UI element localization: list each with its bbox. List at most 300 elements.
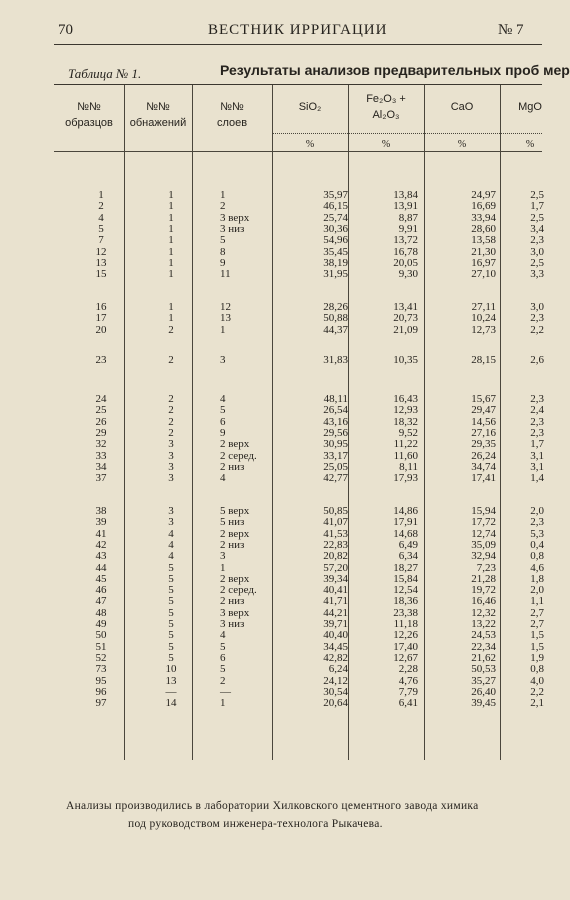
cell-obr: 43	[95, 550, 107, 563]
cell-obr: 50	[95, 629, 107, 642]
cell-fe: 16,78	[393, 245, 418, 258]
cell-si: 50,88	[323, 312, 348, 325]
cell-obr: 48	[95, 606, 107, 619]
cell-ca: 21,62	[471, 651, 496, 664]
cell-si: 39,71	[323, 618, 348, 630]
cell-obr: 17	[95, 312, 107, 325]
cell-mg: 1,8	[530, 572, 544, 585]
cell-obn: 1	[168, 245, 174, 258]
cell-si: 29,56	[323, 426, 348, 439]
column-header-sl	[192, 99, 272, 131]
cell-mg: 3,0	[530, 301, 544, 313]
cell-obr: 52	[95, 651, 107, 664]
cell-obn: 2	[168, 415, 174, 428]
cell-ca: 29,47	[471, 404, 496, 417]
cell-ca: 27,10	[471, 268, 496, 281]
table-row	[54, 301, 542, 313]
cell-ca: 17,41	[471, 472, 496, 485]
cell-sl: 4	[220, 393, 226, 405]
table-row	[54, 200, 542, 212]
cell-obn: 5	[168, 618, 174, 630]
cell-mg: 1,5	[530, 640, 544, 653]
cell-obr: 45	[95, 572, 107, 585]
cell-ca: 34,74	[471, 460, 496, 473]
cell-si: 26,54	[323, 404, 348, 417]
footnote-line-1: Анализы производились в лаборатории Хилковского цементного завода химика	[66, 800, 479, 812]
column-header-line: CaO	[450, 101, 474, 113]
cell-ca: 24,53	[471, 629, 496, 642]
cell-si: 20,64	[323, 697, 348, 710]
column-header-line: №№	[146, 101, 170, 113]
cell-obn: 5	[168, 629, 174, 642]
cell-obr: 47	[95, 595, 107, 608]
cell-fe: 13,91	[393, 200, 418, 213]
cell-ca: 16,69	[471, 200, 496, 213]
cell-si: 46,15	[323, 200, 348, 213]
cell-fe: 9,91	[398, 222, 418, 235]
cell-ca: 15,67	[471, 393, 496, 405]
cell-mg: 2,2	[530, 685, 544, 698]
cell-obr: 15	[95, 268, 107, 281]
table-row	[54, 324, 542, 336]
cell-mg: 1,4	[530, 472, 544, 485]
cell-obr: 95	[95, 674, 107, 687]
cell-obn: 3	[168, 438, 174, 451]
cell-obr: 51	[95, 640, 107, 653]
table-row	[54, 312, 542, 324]
table-row	[54, 427, 542, 439]
cell-sl: 2 серед.	[220, 449, 257, 462]
cell-obn: 5	[168, 561, 174, 574]
cell-si: 40,40	[323, 629, 348, 642]
column-header-line: №№	[220, 101, 244, 113]
cell-obn: 1	[168, 211, 174, 224]
cell-obn: 1	[168, 189, 174, 201]
cell-obr: 25	[95, 404, 107, 417]
table-row	[54, 562, 542, 574]
cell-obn: 1	[168, 256, 174, 269]
table-row	[54, 539, 542, 551]
cell-mg: 3,4	[530, 222, 544, 235]
cell-mg: 3,3	[530, 268, 544, 281]
cell-si: 35,45	[323, 245, 348, 258]
cell-mg: 2,5	[530, 189, 544, 201]
cell-mg: 3,1	[530, 460, 544, 473]
cell-si: 41,71	[323, 595, 348, 608]
table-row	[54, 686, 542, 698]
column-header-line: обнажений	[129, 117, 187, 129]
cell-mg: 2,6	[530, 354, 544, 366]
cell-si: 30,36	[323, 222, 348, 235]
cell-ca: 14,56	[471, 415, 496, 428]
cell-obn: 5	[168, 572, 174, 585]
cell-fe: 14,68	[393, 527, 418, 540]
cell-obn: —	[165, 685, 177, 698]
cell-obn: 5	[168, 584, 174, 597]
cell-fe: 9,30	[398, 268, 418, 281]
cell-mg: 2,5	[530, 256, 544, 269]
cell-sl: 5	[220, 640, 226, 653]
cell-obn: 5	[168, 651, 174, 664]
cell-fe: 11,18	[393, 618, 418, 630]
cell-mg: 2,7	[530, 618, 544, 630]
cell-obn: 13	[165, 674, 177, 687]
cell-obn: 3	[168, 460, 174, 473]
column-header-ca	[424, 99, 500, 115]
table-row	[54, 663, 542, 675]
table-row	[54, 450, 542, 462]
cell-si: 30,54	[323, 685, 348, 698]
cell-sl: 4	[220, 472, 226, 485]
table-row	[54, 573, 542, 585]
table-title: Результаты анализов предварительных проб мер	[220, 62, 570, 78]
cell-mg: 1,5	[530, 629, 544, 642]
cell-fe: 10,35	[393, 354, 418, 366]
cell-obn: 5	[168, 595, 174, 608]
table-row	[54, 641, 542, 653]
cell-obn: 1	[168, 268, 174, 281]
cell-obr: 46	[95, 584, 107, 597]
cell-sl: 8	[220, 245, 226, 258]
cell-mg: 3,0	[530, 245, 544, 258]
cell-obn: 1	[168, 200, 174, 213]
cell-obn: 5	[168, 640, 174, 653]
cell-ca: 13,22	[471, 618, 496, 630]
cell-si: 50,85	[323, 505, 348, 517]
cell-obr: 39	[95, 516, 107, 529]
cell-sl: 2	[220, 674, 226, 687]
cell-fe: 13,84	[393, 189, 418, 201]
table-row	[54, 404, 542, 416]
cell-fe: 12,26	[393, 629, 418, 642]
cell-obn: 2	[168, 393, 174, 405]
cell-si: 44,21	[323, 606, 348, 619]
column-header-obr	[54, 99, 124, 131]
cell-obr: 23	[95, 354, 107, 366]
header-rule-bottom	[54, 151, 542, 152]
cell-obn: 1	[168, 234, 174, 247]
cell-fe: 13,41	[393, 301, 418, 313]
cell-fe: 17,91	[393, 516, 418, 529]
cell-ca: 16,46	[471, 595, 496, 608]
cell-obr: 41	[95, 527, 107, 540]
cell-sl: 11	[220, 268, 231, 281]
cell-sl: 2	[220, 200, 226, 213]
table-row	[54, 461, 542, 473]
cell-obn: 5	[168, 606, 174, 619]
cell-sl: 3 низ	[220, 222, 245, 235]
unit-label: %	[457, 139, 467, 150]
unit-label: %	[305, 139, 315, 150]
cell-si: 20,82	[323, 550, 348, 563]
cell-obn: 3	[168, 505, 174, 517]
cell-mg: 2,3	[530, 426, 544, 439]
cell-mg: 2,3	[530, 393, 544, 405]
cell-mg: 1,7	[530, 200, 544, 213]
cell-obr: 20	[95, 323, 107, 336]
cell-obn: 4	[168, 550, 174, 563]
table-row	[54, 354, 542, 366]
cell-fe: 15,84	[393, 572, 418, 585]
cell-si: 25,74	[323, 211, 348, 224]
cell-obr: 37	[95, 472, 107, 485]
column-header-line: Al₂O₃	[372, 109, 400, 121]
table-row	[54, 438, 542, 450]
cell-si: 25,05	[323, 460, 348, 473]
cell-ca: 16,97	[471, 256, 496, 269]
cell-ca: 35,09	[471, 538, 496, 551]
cell-obn: 3	[168, 449, 174, 462]
cell-obn: 1	[168, 301, 174, 313]
cell-obr: 49	[95, 618, 107, 630]
cell-sl: 4	[220, 629, 226, 642]
table-row	[54, 584, 542, 596]
cell-sl: 9	[220, 426, 226, 439]
cell-si: 38,19	[323, 256, 348, 269]
cell-fe: 21,09	[393, 323, 418, 336]
cell-fe: 18,27	[393, 561, 418, 574]
cell-obr: 34	[95, 460, 107, 473]
analysis-table	[54, 84, 542, 760]
cell-obr: 2	[98, 200, 104, 213]
cell-fe: 8,87	[398, 211, 418, 224]
cell-mg: 2,4	[530, 404, 544, 417]
cell-fe: 7,79	[398, 685, 418, 698]
table-row	[54, 528, 542, 540]
cell-ca: 13,58	[471, 234, 496, 247]
cell-obn: 2	[168, 426, 174, 439]
table-row	[54, 212, 542, 224]
cell-mg: 0,8	[530, 550, 544, 563]
cell-si: 48,11	[323, 393, 348, 405]
cell-obr: 24	[95, 393, 107, 405]
table-row	[54, 629, 542, 641]
cell-sl: 5 низ	[220, 516, 245, 529]
cell-fe: 14,86	[393, 505, 418, 517]
column-header-mg	[500, 99, 560, 115]
table-row	[54, 472, 542, 484]
cell-fe: 6,49	[398, 538, 418, 551]
cell-ca: 33,94	[471, 211, 496, 224]
cell-mg: 2,2	[530, 323, 544, 336]
cell-obn: 1	[168, 312, 174, 325]
column-header-line: слоев	[216, 117, 248, 129]
cell-mg: 0,4	[530, 538, 544, 551]
cell-sl: 3	[220, 354, 226, 366]
table-row	[54, 618, 542, 630]
cell-ca: 7,23	[476, 561, 496, 574]
cell-mg: 2,3	[530, 415, 544, 428]
cell-obr: 26	[95, 415, 107, 428]
table-label: Таблица № 1.	[68, 66, 142, 81]
journal-title: ВЕСТНИК ИРРИГАЦИИ	[208, 22, 388, 38]
cell-sl: 1	[220, 561, 226, 574]
cell-sl: 6	[220, 415, 226, 428]
cell-si: 41,07	[323, 516, 348, 529]
table-row	[54, 550, 542, 562]
cell-ca: 10,24	[471, 312, 496, 325]
column-header-line: Fe₂O₃ +	[366, 93, 406, 105]
table-row	[54, 595, 542, 607]
cell-si: 22,83	[323, 538, 348, 551]
cell-si: 31,95	[323, 268, 348, 281]
column-header-line: образцов	[65, 117, 113, 129]
cell-obn: 4	[168, 538, 174, 551]
cell-obn: 3	[168, 516, 174, 529]
cell-obn: 2	[168, 404, 174, 417]
cell-si: 41,53	[323, 527, 348, 540]
cell-fe: 20,73	[393, 312, 418, 325]
table-row	[54, 416, 542, 428]
table-row	[54, 652, 542, 664]
cell-sl: 3 верх	[220, 606, 250, 619]
cell-ca: 26,24	[471, 449, 496, 462]
column-header-line: №№	[77, 101, 101, 113]
column-header-obn	[124, 99, 192, 131]
cell-ca: 28,60	[471, 222, 496, 235]
cell-ca: 12,32	[471, 606, 496, 619]
table-row	[54, 246, 542, 258]
cell-sl: 2 низ	[220, 460, 245, 473]
cell-sl: 2 серед.	[220, 584, 257, 597]
table-row	[54, 223, 542, 235]
unit-label: %	[525, 139, 535, 150]
cell-fe: 6,34	[398, 550, 418, 563]
cell-obr: 13	[95, 256, 107, 269]
cell-sl: 13	[220, 312, 231, 325]
cell-ca: 26,40	[471, 685, 496, 698]
cell-obn: 4	[168, 527, 174, 540]
cell-mg: 2,0	[530, 584, 544, 597]
cell-mg: 3,1	[530, 449, 544, 462]
cell-si: 57,20	[323, 561, 348, 574]
cell-obr: 96	[95, 685, 107, 698]
cell-si: 39,34	[323, 572, 348, 585]
cell-obr: 44	[95, 561, 107, 574]
cell-obn: 10	[165, 663, 177, 676]
cell-ca: 21,28	[471, 572, 496, 585]
cell-fe: 13,72	[393, 234, 418, 247]
cell-mg: 2,1	[530, 697, 544, 710]
cell-sl: 5	[220, 404, 226, 417]
cell-ca: 24,97	[471, 189, 496, 201]
cell-sl: 5	[220, 234, 226, 247]
cell-obr: 73	[95, 663, 107, 676]
cell-ca: 22,34	[471, 640, 496, 653]
cell-fe: 12,93	[393, 404, 418, 417]
cell-mg: 2,5	[530, 211, 544, 224]
cell-ca: 15,94	[471, 505, 496, 517]
column-header-line: SiO₂	[298, 101, 322, 113]
table-row	[54, 393, 542, 405]
unit-row-divider	[272, 133, 542, 134]
table-row	[54, 234, 542, 246]
table-row	[54, 189, 542, 201]
cell-sl: 6	[220, 651, 226, 664]
table-row	[54, 257, 542, 269]
cell-si: 6,24	[328, 663, 348, 676]
cell-obr: 1	[98, 189, 104, 201]
cell-sl: 3 верх	[220, 211, 250, 224]
cell-mg: 2,3	[530, 234, 544, 247]
cell-si: 33,17	[323, 449, 348, 462]
cell-sl: 2 верх	[220, 572, 250, 585]
cell-fe: 4,76	[398, 674, 418, 687]
cell-ca: 29,35	[471, 438, 496, 451]
cell-obr: 29	[95, 426, 107, 439]
table-row	[54, 268, 542, 280]
cell-fe: 12,67	[393, 651, 418, 664]
cell-obr: 12	[95, 245, 107, 258]
cell-si: 31,83	[323, 354, 348, 366]
cell-obr: 4	[98, 211, 104, 224]
cell-si: 34,45	[323, 640, 348, 653]
cell-fe: 11,60	[393, 449, 418, 462]
cell-ca: 12,74	[471, 527, 496, 540]
cell-mg: 1,7	[530, 438, 544, 451]
cell-fe: 18,36	[393, 595, 418, 608]
cell-fe: 2,28	[398, 663, 418, 676]
footnote-line-2: под руководством инженера-технолога Рыкачева.	[128, 818, 383, 830]
cell-obn: 1	[168, 222, 174, 235]
cell-fe: 12,54	[393, 584, 418, 597]
cell-si: 40,41	[323, 584, 348, 597]
cell-fe: 11,22	[393, 438, 418, 451]
cell-fe: 16,43	[393, 393, 418, 405]
cell-si: 44,37	[323, 323, 348, 336]
cell-mg: 1,1	[530, 595, 544, 608]
cell-sl: 9	[220, 256, 226, 269]
cell-sl: 1	[220, 189, 226, 201]
cell-ca: 50,53	[471, 663, 496, 676]
cell-sl: 1	[220, 697, 226, 710]
cell-sl: 3 низ	[220, 618, 245, 630]
cell-sl: 5	[220, 663, 226, 676]
cell-sl: 5 верх	[220, 505, 250, 517]
cell-ca: 39,45	[471, 697, 496, 710]
header-rule	[54, 44, 542, 45]
cell-si: 35,97	[323, 189, 348, 201]
cell-sl: 2 верх	[220, 438, 250, 451]
cell-obr: 32	[95, 438, 107, 451]
cell-mg: 4,0	[530, 674, 544, 687]
cell-obr: 5	[98, 222, 104, 235]
cell-sl: —	[220, 685, 231, 698]
cell-obn: 2	[168, 323, 174, 336]
column-header-line: MgO	[518, 101, 542, 113]
table-row	[54, 675, 542, 687]
cell-mg: 2,3	[530, 312, 544, 325]
cell-si: 28,26	[323, 301, 348, 313]
table-row	[54, 505, 542, 517]
cell-sl: 3	[220, 550, 226, 563]
cell-si: 42,82	[323, 651, 348, 664]
cell-mg: 4,6	[530, 561, 544, 574]
cell-ca: 27,11	[471, 301, 496, 313]
column-header-fe	[348, 91, 424, 123]
issue-number: № 7	[498, 22, 524, 38]
cell-si: 43,16	[323, 415, 348, 428]
cell-ca: 17,72	[471, 516, 496, 529]
cell-obr: 16	[95, 301, 107, 313]
cell-si: 30,95	[323, 438, 348, 451]
cell-mg: 5,3	[530, 527, 544, 540]
cell-sl: 2 низ	[220, 595, 245, 608]
cell-ca: 27,16	[471, 426, 496, 439]
cell-sl: 12	[220, 301, 231, 313]
cell-ca: 19,72	[471, 584, 496, 597]
cell-ca: 12,73	[471, 323, 496, 336]
